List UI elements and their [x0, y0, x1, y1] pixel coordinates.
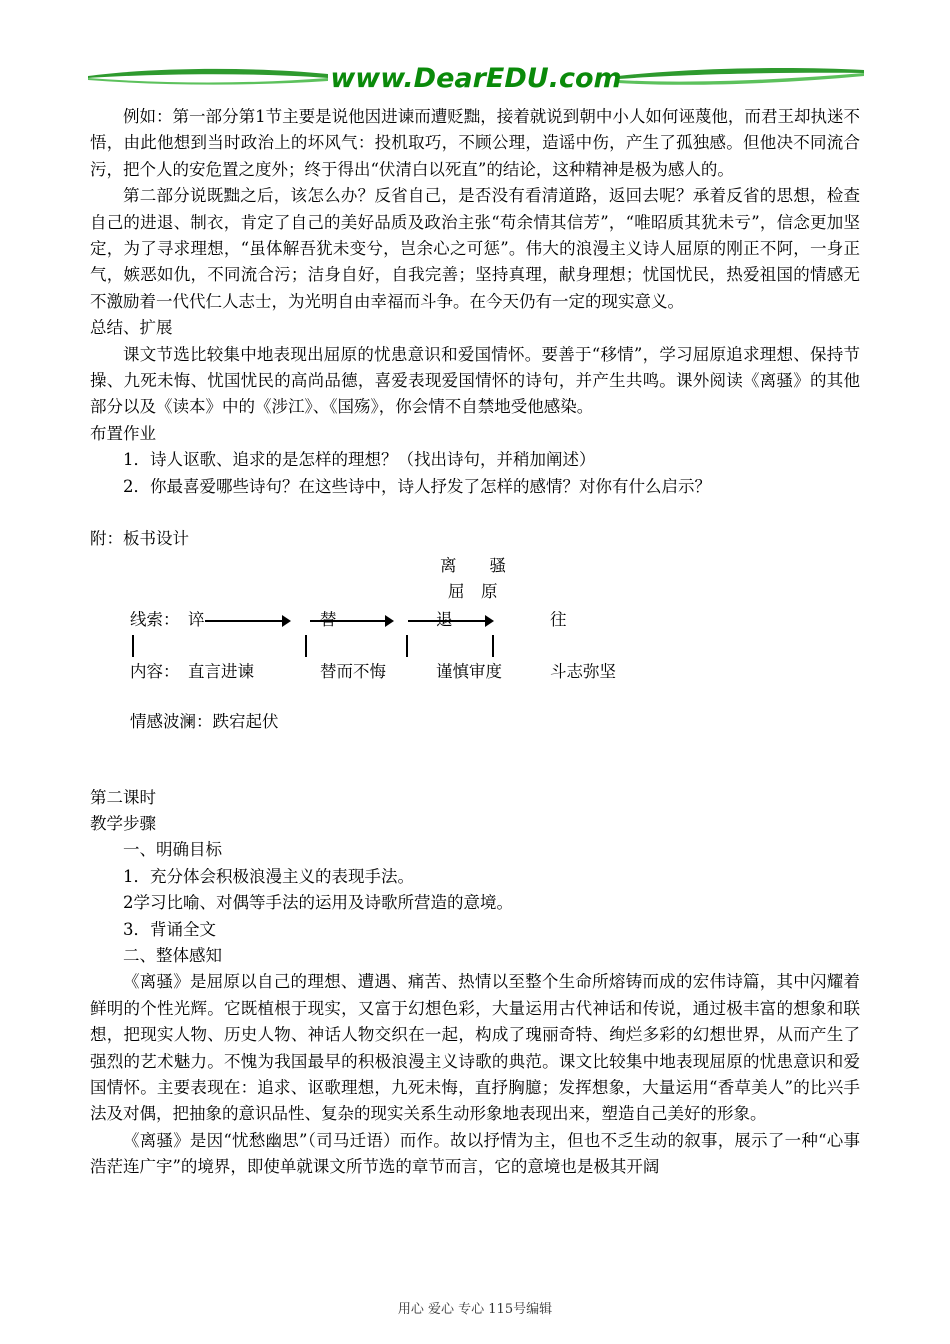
- arrow-icon: [310, 620, 392, 622]
- homework-item-1: 1．诗人讴歌、追求的是怎样的理想？（找出诗句，并稍加阐述）: [123, 450, 596, 470]
- lesson2-title: 第二课时: [90, 787, 156, 807]
- divider-line: [406, 635, 408, 657]
- homework-item-2: 2．你最喜爱哪些诗句？在这些诗中，诗人抒发了怎样的感情？对你有什么启示？: [123, 476, 711, 496]
- heading-homework: 布置作业: [90, 423, 156, 443]
- board-author: 屈 原: [448, 581, 498, 601]
- site-header-banner: [88, 62, 864, 98]
- page-footer: 用心 爱心 专心 115号编辑: [397, 1302, 553, 1317]
- section-goals: 一、明确目标: [123, 840, 222, 860]
- goal-1: 1．充分体会积极浪漫主义的表现手法。: [123, 866, 414, 886]
- paragraph-part-one: 例如：第一部分第1节主要是说他因进谏而遭贬黜，接着就说到朝中小人如何诬蔑他，而君王却执迷不悟，由此他想到当时政治上的坏风气：投机取巧，不顾公理，造谣中伤，产生了孤独感。但他决不同流合污，把个人的安危置之度外；终于得出“伏清白以死直”的结论，这种精神是极为感人的。: [90, 107, 860, 179]
- goal-2: 2学习比喻、对偶等手法的运用及诗歌所营造的意境。: [123, 893, 513, 913]
- content-2: 替而不悔: [320, 661, 386, 681]
- emotion-line: 情感波澜：跌宕起伏: [130, 711, 279, 731]
- paragraph-summary: 课文节选比较集中地表现出屈原的忧患意识和爱国情怀。要善于“移情”，学习屈原追求理想、保持节操、九死未悔、忧国忧民的高尚品德，喜爱表现爱国情怀的诗句，并产生共鸣。课外阅读《离骚》的其他部分以及《读本》中的《涉江》、《国殇》，你会情不自禁地受他感染。: [90, 344, 860, 417]
- paragraph-part-two: 第二部分说既黜之后，该怎么办？反省自己，是否没有看清道路，返回去呢？承着反省的思想，检查自己的进退、制衣，肯定了自己的美好品质及政治主张“苟余情其信芳”，“唯昭质其犹未亏”，信念更加坚定，为了寻求理想，“虽体解吾犹未变兮，岂余心之可惩”。伟大的浪漫主义诗人屈原的刚正不阿，一身正气，嫉恶如仇，不同流合污；洁身自好，自我完善；坚持真理，献身理想；忧国忧民，热爱祖国的情感无不激励着一代代仁人志士，为光明自由幸福而斗争。在今天仍有一定的现实意义。: [90, 186, 860, 311]
- teaching-steps-heading: 教学步骤: [90, 813, 156, 833]
- overview-paragraph-2: 《离骚》是因“忧愁幽思”（司马迁语）而作。故以抒情为主，但也不乏生动的叙事，展示了一种“心事浩茫连广宇”的境界，即使单就课文所节选的章节而言，它的意境也是极其开阔: [90, 1130, 860, 1177]
- divider-line: [132, 635, 134, 657]
- heading-summary: 总结、扩展: [90, 318, 173, 338]
- section-overview: 二、整体感知: [123, 945, 222, 965]
- clue-4: 往: [550, 609, 567, 629]
- clue-1: 谇: [188, 609, 205, 629]
- board-design-heading: 附：板书设计: [90, 529, 189, 549]
- goal-3: 3．背诵全文: [123, 919, 216, 939]
- document-body: [90, 104, 860, 1181]
- overview-paragraph-1: 《离骚》是屈原以自己的理想、遭遇、痛苦、热情以至整个生命所熔铸而成的宏伟诗篇，其中闪耀着鲜明的个性光辉。它既植根于现实，又富于幻想色彩，大量运用古代神话和传说，通过极丰富的想象和联想，把现实人物、历史人物、神话人物交织在一起，构成了瑰丽奇特、绚烂多彩的幻想世界，从而产生了强烈的艺术魅力。不愧为我国最早的积极浪漫主义诗歌的典范。课文比较集中地表现屈原的忧患意识和爱国情怀。主要表现在：追求、讴歌理想，九死未悔，直抒胸臆；发挥想象，大量运用“香草美人”的比兴手法及对偶，把抽象的意识品性、复杂的现实关系生动形象地表现出来，塑造自己美好的形象。: [90, 972, 860, 1124]
- arrow-icon: [408, 620, 492, 622]
- content-4: 斗志弥坚: [550, 661, 616, 681]
- content-1: 直言进谏: [188, 661, 254, 681]
- arrow-icon: [205, 620, 289, 622]
- content-3: 谨慎审度: [436, 661, 502, 681]
- divider-line: [305, 635, 307, 657]
- board-title: 离 骚: [440, 555, 506, 575]
- content-label: 内容：: [130, 661, 180, 681]
- divider-line: [492, 635, 494, 657]
- board-design: [90, 553, 860, 759]
- clue-label: 线索：: [130, 609, 180, 629]
- site-logo-text: www.DearEDU.com: [330, 63, 622, 94]
